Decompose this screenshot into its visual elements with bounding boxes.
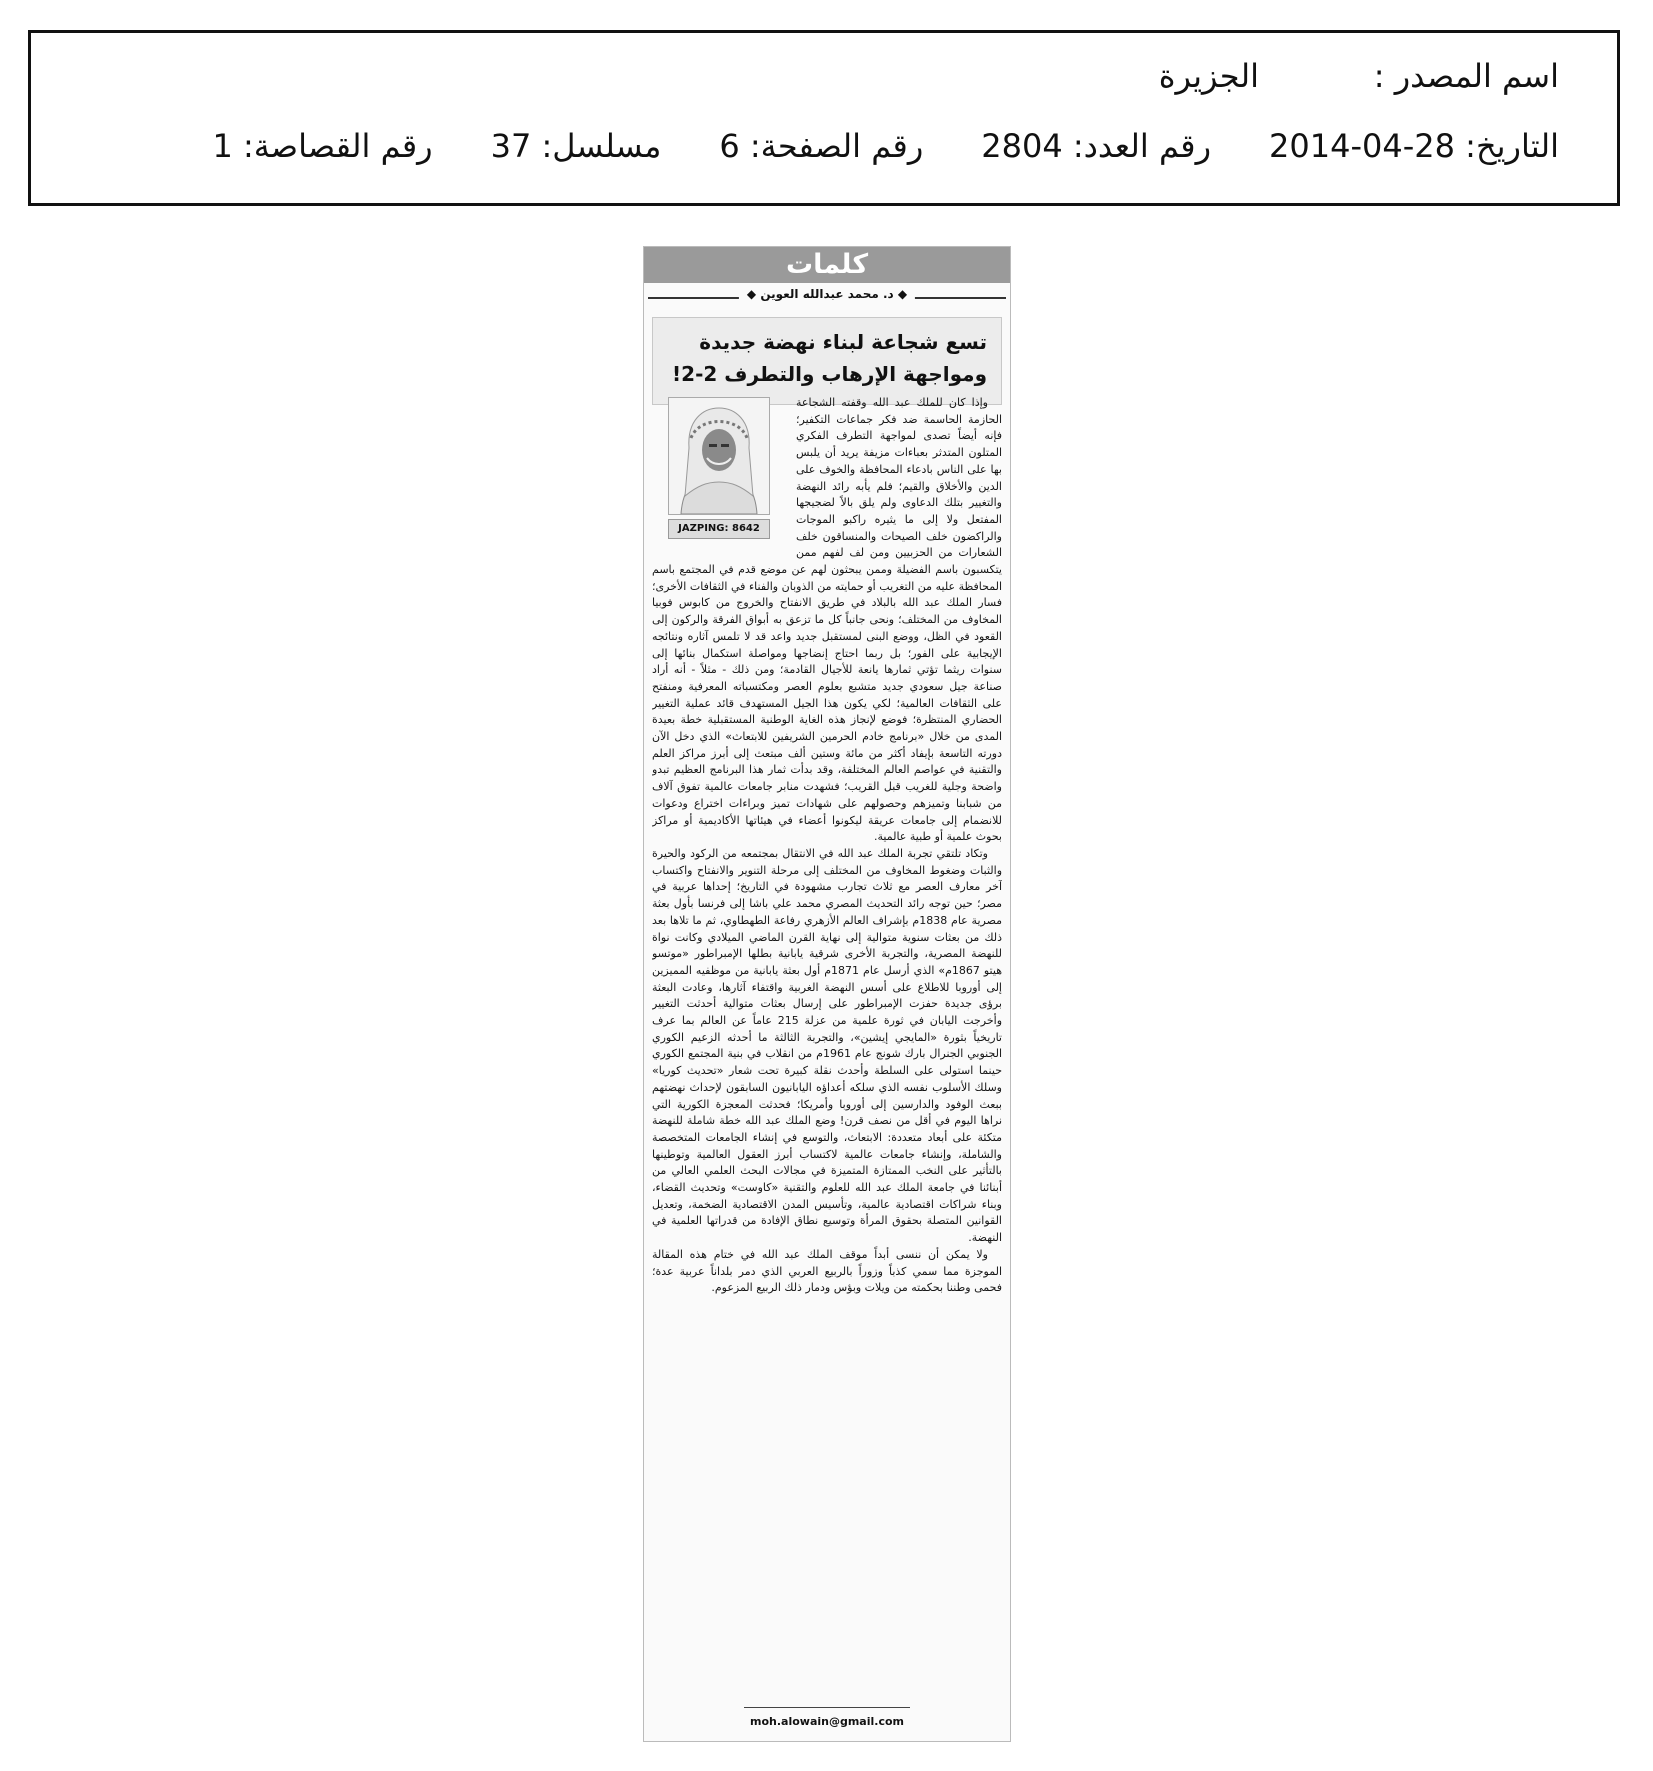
article-body: [652, 395, 1002, 1693]
author-portrait-icon: [669, 398, 769, 514]
details-row: [212, 127, 1559, 165]
source-row: [1159, 57, 1559, 95]
article-paragraph: ولا يمكن أن ننسى أبداً موقف الملك عبد الله في ختام هذه المقالة الموجزة مما سمي كذباً وزوراً بالربيع العربي الذي دمر بلداناً عربية عدة؛ فحمى وطننا بحكمته من ويلات وبؤس ودمار ذلك الربيع المزعوم.: [652, 1247, 1002, 1295]
author-byline: ◆ د. محمد عبدالله العوين ◆: [739, 287, 915, 301]
author-photo: [668, 397, 770, 515]
headline-box: [652, 317, 1002, 405]
article-paragraph: وإذا كان للملك عبد الله وقفته الشجاعة الحازمة الحاسمة ضد فكر جماعات التكفير؛ فإنه أيضاً تصدى لمواجهة التطرف الفكري المتلون المتدثر بعباءات مزيفة يريد أن يلبس بها على الناس بادعاء المحافظة والخوف على الدين والأخلاق والقيم؛ فلم يأبه رائد النهضة والتغيير بتلك الدعاوى ولم يلق بالاً لضجيجها المفتعل ولا إلى ما يثيره راكبو الموجات والراكضون خلف الصيحات والمنساقون خلف الشعارات من الحزبيين ومن لف لفهم ممن يتكسبون باسم الفضيلة وممن يبحثون لهم عن موضع قدم في المجتمع باسم المحافظة عليه من التغريب أو حمايته من الذوبان والفناء في الثقافات الأخرى؛ فسار الملك عبد الله بالبلاد في طريق الانفتاح والخروج من كابوس فوبيا المخاوف من المختلف؛ ونحى جانباً كل ما تزعق به أبواق الفرقة والركون إلى القعود في الظل، ووضع البنى لمستقبل جديد واعد قد لا تلمس آثاره ونتائجه الإيجابية على الفور؛ بل ربما احتاج إنضاجها ومواصلة استكمال بنائها إلى سنوات ريثما تؤتي ثمارها يانعة للأجيال القادمة؛ ومن ذلك - مثلاً - أنه أراد صناعة جيل سعودي جديد متشبع بعلوم العصر ومكتسباته المعرفية ومنفتح على الثقافات العالمية؛ لكي يكون هذا الجيل المستهدف قائد عملية التغيير الحضاري المنتظرة؛ فوضع لإنجاز هذه الغاية الوطنية المستقبلية خطة بعيدة المدى من خلال «برنامج خادم الحرمين الشريفين للابتعاث» الذي دخل الآن دورته التاسعة بإيفاد أكثر من مائة وستين ألف مبتعث إلى أبرز مراكز العلم والتقنية في عواصم العالم المختلفة، وقد بدأت ثمار هذا البرنامج العظيم تبدو واضحة وجلية للغريب قبل القريب؛ فشهدت منابر جامعات عالمية تفوق آلاف من شبابنا وتميزهم وحصولهم على شهادات تميز وبراءات اختراع ودعوات للانضمام إلى جامعات عريقة ليكونوا أعضاء في هيئاتها الأكاديمية أو مراكز بحوث علمية أو طبية عالمية.: [652, 396, 1002, 844]
author-photo-block: [668, 397, 770, 543]
newspaper-clipping: [643, 246, 1011, 1742]
source-value: الجزيرة: [1158, 57, 1259, 95]
metadata-box: [28, 30, 1620, 206]
section-banner: كلمات: [644, 247, 1010, 283]
article-headline: تسع شجاعة لبناء نهضة جديدة ومواجهة الإرهاب والتطرف 2-2!: [672, 330, 987, 386]
jazping-code: JAZPING: 8642: [668, 519, 770, 539]
article-paragraph: وتكاد تلتقي تجربة الملك عبد الله في الانتقال بمجتمعه من الركود والحيرة والثبات وضغوط المخاوف من المختلف إلى مرحلة التنوير والانفتاح واكتساب آخر معارف العصر مع ثلاث تجارب مشهودة في التاريخ؛ إحداها عربية في مصر؛ حين توجه رائد التحديث المصري محمد علي باشا إلى فرنسا بأول بعثة مصرية عام 1838م بإشراف العالم الأزهري رفاعة الطهطاوي، ثم ما تلاها بعد ذلك من بعثات سنوية متوالية إلى نهاية القرن الماضي الميلادي وكانت نواة للنهضة المصرية، والتجربة الأخرى شرقية يابانية بطلها الإمبراطور «موتسو هيتو 1867م» الذي أرسل عام 1871م أول بعثة يابانية من موظفيه المميزين إلى أوروبا للاطلاع على أسس النهضة الغربية واقتفاء آثارها، وعادت البعثة برؤى جديدة حفزت الإمبراطور على إرسال بعثات متوالية أحدثت التغيير وأخرجت اليابان في ثورة علمية من عزلة 215 عاماً عن العالم بما عرف تاريخياً بثورة «المايجي إيشين»، والتجربة الثالثة ما أحدثه الزعيم الكوري الجنوبي الجنرال بارك شونج عام 1961م من انقلاب في بنية المجتمع الكوري حينما استولى على السلطة وأحدث نقلة كبيرة تحت شعار «تحديث كوريا» وسلك الأسلوب نفسه الذي سلكه أعداؤه اليابانيون السابقون لإحداث نهضتهم ببعث الوفود والدارسين إلى أوروبا وأمريكا؛ فحدثت المعجزة الكورية التي نراها اليوم في أقل من نصف قرن! وضع الملك عبد الله خطة شاملة للنهضة متكئة على أبعاد متعددة: الابتعاث، والتوسع في إنشاء الجامعات المتخصصة والشاملة، وإنشاء جامعات عالمية لاكتساب أبرز العقول العالمية وتوطينها بالتأثير على النخب الممتازة المتميزة في مجالات البحث العلمي العالي من أبنائنا في جامعة الملك عبد الله للعلوم والتقنية «كاوست» وتحديث القضاء، وبناء شراكات اقتصادية عالمية، وتأسيس المدن الاقتصادية الضخمة، وتعديل القوانين المتصلة بحقوق المرأة وتوسيع نطاق الإفادة من قدراتها العلمية في النهضة.: [652, 846, 1002, 1245]
issue-field: رقم العدد: 2804: [981, 127, 1212, 165]
author-email: moh.alowain@gmail.com: [750, 1715, 904, 1728]
source-label: اسم المصدر :: [1373, 57, 1559, 95]
email-rule: [744, 1707, 910, 1708]
page-field: رقم الصفحة: 6: [719, 127, 924, 165]
byline-bar: [644, 285, 1010, 309]
clip-field: رقم القصاصة: 1: [212, 127, 433, 165]
serial-field: مسلسل: 37: [490, 127, 662, 165]
date-field: التاريخ: 28-04-2014: [1269, 127, 1559, 165]
